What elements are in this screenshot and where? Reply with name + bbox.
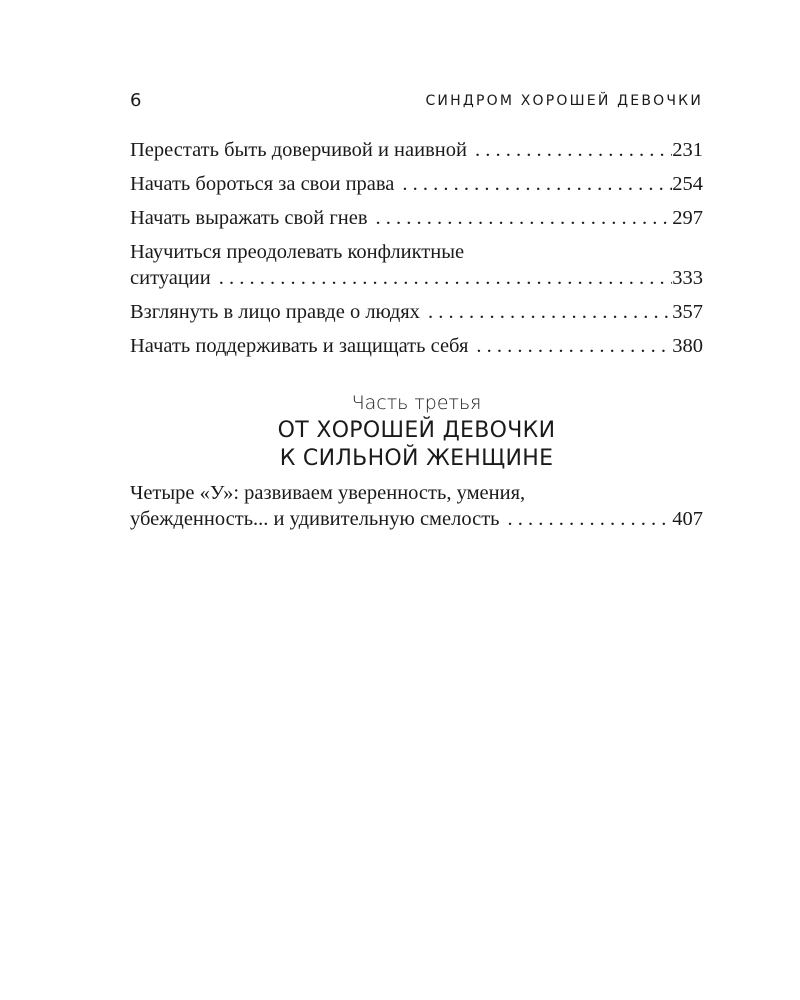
page-number: 6 <box>130 90 142 111</box>
toc-entry-page: 380 <box>672 335 703 357</box>
toc-entry-line <box>130 171 703 197</box>
toc-entry-title-continued: убежденность... и удивительную смелость <box>130 508 500 530</box>
toc-entry[interactable] <box>130 171 703 197</box>
dot-leader <box>394 171 672 197</box>
toc-entry-line <box>130 299 703 325</box>
toc-entry-page: 333 <box>672 267 703 289</box>
dot-leader <box>468 333 672 359</box>
toc-entry-title: Четыре «У»: развиваем уверенность, умения, <box>130 482 526 504</box>
toc-entry[interactable] <box>130 239 703 291</box>
toc-entry-page: 357 <box>672 301 703 323</box>
toc-entry[interactable] <box>130 299 703 325</box>
toc-entry[interactable] <box>130 480 703 532</box>
toc-entry-title: Взглянуть в лицо правде о людях <box>130 301 420 323</box>
part-heading <box>130 389 703 473</box>
dot-leader <box>368 205 673 231</box>
table-of-contents-part-three <box>130 480 703 540</box>
dot-leader <box>211 265 673 291</box>
part-title: К СИЛЬНОЙ ЖЕНЩИНЕ <box>279 446 554 471</box>
page-header <box>130 88 703 114</box>
toc-entry-page: 231 <box>672 139 703 161</box>
toc-entry[interactable] <box>130 333 703 359</box>
toc-entry-title: Начать бороться за свои права <box>130 173 395 195</box>
dot-leader <box>420 299 672 325</box>
part-label: Часть третья <box>351 392 482 414</box>
toc-entry-page: 297 <box>672 207 703 229</box>
dot-leader <box>500 506 673 532</box>
toc-entry-line <box>130 506 703 532</box>
toc-entry[interactable] <box>130 205 703 231</box>
table-of-contents <box>130 137 703 367</box>
toc-entry-title-continued: ситуации <box>130 267 211 289</box>
toc-entry-line <box>130 137 703 163</box>
part-title: ОТ ХОРОШЕЙ ДЕВОЧКИ <box>277 418 556 443</box>
toc-entry-line <box>130 333 703 359</box>
dot-leader <box>467 137 672 163</box>
toc-entry-page: 407 <box>672 508 703 530</box>
toc-entry-page: 254 <box>672 173 703 195</box>
running-title: СИНДРОМ ХОРОШЕЙ ДЕВОЧКИ <box>425 93 703 109</box>
toc-entry-title: Перестать быть доверчивой и наивной <box>130 139 467 161</box>
toc-entry-title: Начать выражать свой гнев <box>130 207 368 229</box>
toc-entry[interactable] <box>130 137 703 163</box>
toc-entry-title: Научиться преодолевать конфликтные <box>130 241 465 263</box>
toc-entry-line <box>130 265 703 291</box>
toc-entry-line <box>130 205 703 231</box>
toc-entry-title: Начать поддерживать и защищать себя <box>130 335 469 357</box>
